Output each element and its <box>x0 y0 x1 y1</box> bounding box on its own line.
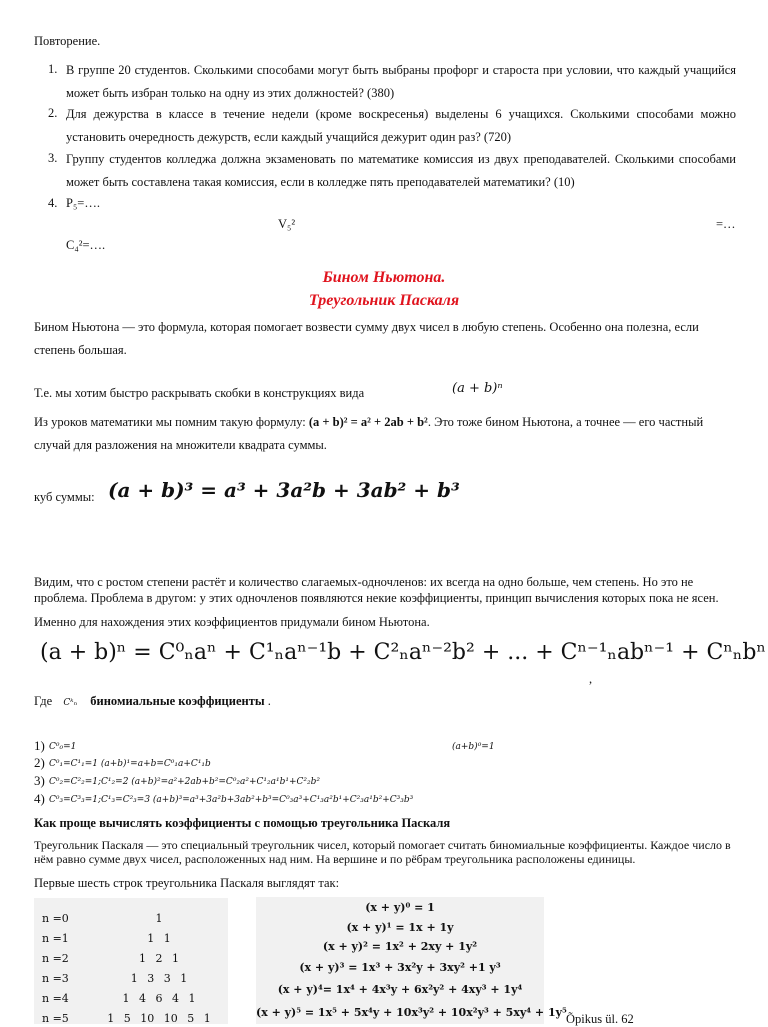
example-formula: C⁰₁=C¹₁=1 (a+b)¹=a+b=C⁰₁a+C¹₁b <box>49 759 211 769</box>
expansion-line: (x + y)⁴= 1x⁴ + 4x³y + 6x²y² + 4xy³ + 1y⁴ <box>277 983 523 996</box>
paragraph: Видим, что с ростом степени растёт и количество слагаемых-одночленов: их всегда на одно больше, чем степень. Но это не проблема. Проблема в другом: у этих одночленов появляются некие коэффициенты, принцип вычисления которых пока не ясен. <box>34 575 719 605</box>
paragraph: Треугольник Паскаля — это специальный треугольник чисел, который помогает считать биномиальные коэффициенты. Каждое число в нём равно сумме двух чисел, расположенных над ним. На вершине и по рёбрам треугольника расположены единицы. <box>34 838 731 866</box>
row-label: n =0 <box>42 912 69 925</box>
row-values: 1 2 1 <box>139 952 179 965</box>
formula-ab-n: (a + b)ⁿ <box>452 381 503 396</box>
task-text: P₅=…. <box>66 196 100 210</box>
cube-label: куб суммы: <box>34 490 95 504</box>
paragraph: Т.е. мы хотим быстро раскрывать скобки в конструкциях вида <box>34 386 365 400</box>
binomial-formula: (a + b)ⁿ = C⁰ₙaⁿ + C¹ₙaⁿ⁻¹b + C²ₙaⁿ⁻²b² + ... + Cⁿ⁻¹ₙabⁿ⁻¹ + Cⁿₙbⁿ <box>40 640 766 665</box>
paragraph-square-formula <box>34 411 734 457</box>
row-label: n =2 <box>42 952 69 965</box>
pascal-triangle <box>34 898 228 1024</box>
paragraph: Именно для нахождения этих коэффициентов придумали бином Ньютона. <box>34 615 430 629</box>
paragraph-text: . Это тоже бином Ньютона, а точнее — его частный случай для разложения на множители квадрата суммы. <box>34 415 704 452</box>
task-v-expression: V₅² <box>278 217 296 231</box>
row-label: n =5 <box>42 1012 69 1025</box>
row-label: n =1 <box>42 932 69 945</box>
task-c-expression: C₄²=…. <box>66 238 106 252</box>
where-line <box>34 694 271 711</box>
example-number: 4) <box>34 791 45 806</box>
paragraph-text: Из уроков математики мы помним такую формулу: <box>34 415 309 429</box>
where-text: Где <box>34 694 53 708</box>
binomial-expansions <box>256 897 567 1024</box>
expansion-line: (x + y)² = 1x² + 2xy + 1y² <box>322 940 478 953</box>
task-number: 4. <box>48 196 58 210</box>
bold-heading: Как проще вычислять коэффициенты с помощью треугольника Паскаля <box>34 816 451 830</box>
expansion-line: (x + y)⁰ = 1 <box>365 901 435 914</box>
example-formula: C⁰₀=1 <box>49 742 77 752</box>
paragraph: Первые шесть строк треугольника Паскаля выглядят так: <box>34 876 340 890</box>
section-heading: Повторение. <box>34 34 101 48</box>
task-number: 1. <box>48 62 58 76</box>
title-binom: Бином Ньютона. <box>322 269 446 286</box>
where-period: . <box>267 694 271 708</box>
task-number: 2. <box>48 106 58 120</box>
expansion-line: (x + y)¹ = 1x + 1y <box>346 921 454 934</box>
title-pascal: Треугольник Паскаля <box>308 292 460 309</box>
formula-comma: , <box>589 672 593 686</box>
example-number: 3) <box>34 773 45 788</box>
row-values: 1 3 3 1 <box>130 972 188 985</box>
paragraph: Бином Ньютона — это формула, которая помогает возвести сумму двух чисел в любую степень. Особенно она полезна, если степень большая. <box>34 320 699 357</box>
binomial-symbol: Cᵏₙ <box>63 698 78 708</box>
task-text: В группе 20 студентов. Сколькими способами могут быть выбраны профорг и староста при условии, что каждый учащийся может быть избран только на одну из этих должностей? (380) <box>66 63 736 100</box>
square-formula: (a + b)² = a² + 2ab + b² <box>308 415 428 429</box>
example-formula: C⁰₃=C³₃=1;C¹₃=C²₃=3 (a+b)³=a³+3a²b+3ab²+b³=C⁰₃a³+C¹₃a²b¹+C²₃a¹b²+C³₃b³ <box>49 795 414 805</box>
expansion-line: (x + y)³ = 1x³ + 3x²y + 3xy² +1 y³ <box>299 961 501 974</box>
example-formula: C⁰₂=C²₂=1;C¹₂=2 (a+b)²=a²+2ab+b²=C⁰₂a²+C¹₂a¹b¹+C²₂b² <box>49 777 321 787</box>
task-v-equals: =… <box>716 217 736 231</box>
row-values: 1 <box>155 912 163 925</box>
row-label: n =3 <box>42 972 69 985</box>
task-number: 3. <box>48 151 58 165</box>
footer-note: Õpikus ül. 62 <box>566 1012 634 1026</box>
binomial-term: биномиальные коэффициенты <box>90 694 265 708</box>
cube-formula: (a + b)³ = a³ + 3a²b + 3ab² + b³ <box>108 478 460 502</box>
example-number: 2) <box>34 755 45 770</box>
row-label: n =4 <box>42 992 69 1005</box>
task-text: Для дежурства в классе в течение недели (кроме воскресенья) выделены 6 учащихся. Сколькими способами можно установить очередность дежурств, если каждый учащийся дежурит один раз? (720) <box>66 107 736 144</box>
task-text: Группу студентов колледжа должна экзаменовать по математике комиссия из двух преподавателей. Сколькими способами может быть составлена такая комиссия, если в колледже пять преподавателей математики? (10) <box>66 152 736 189</box>
row-values: 1 1 <box>147 932 171 945</box>
example-number: 1) <box>34 738 45 753</box>
example-formula-right: (a+b)⁰=1 <box>452 742 495 752</box>
expansion-line: (x + y)⁵ = 1x⁵ + 5x⁴y + 10x³y² + 10x²y³ + 5xy⁴ + 1y⁵ <box>256 1006 567 1019</box>
row-values: 1 4 6 4 1 <box>122 992 196 1005</box>
row-values: 1 5 10 10 5 1 <box>107 1012 211 1025</box>
